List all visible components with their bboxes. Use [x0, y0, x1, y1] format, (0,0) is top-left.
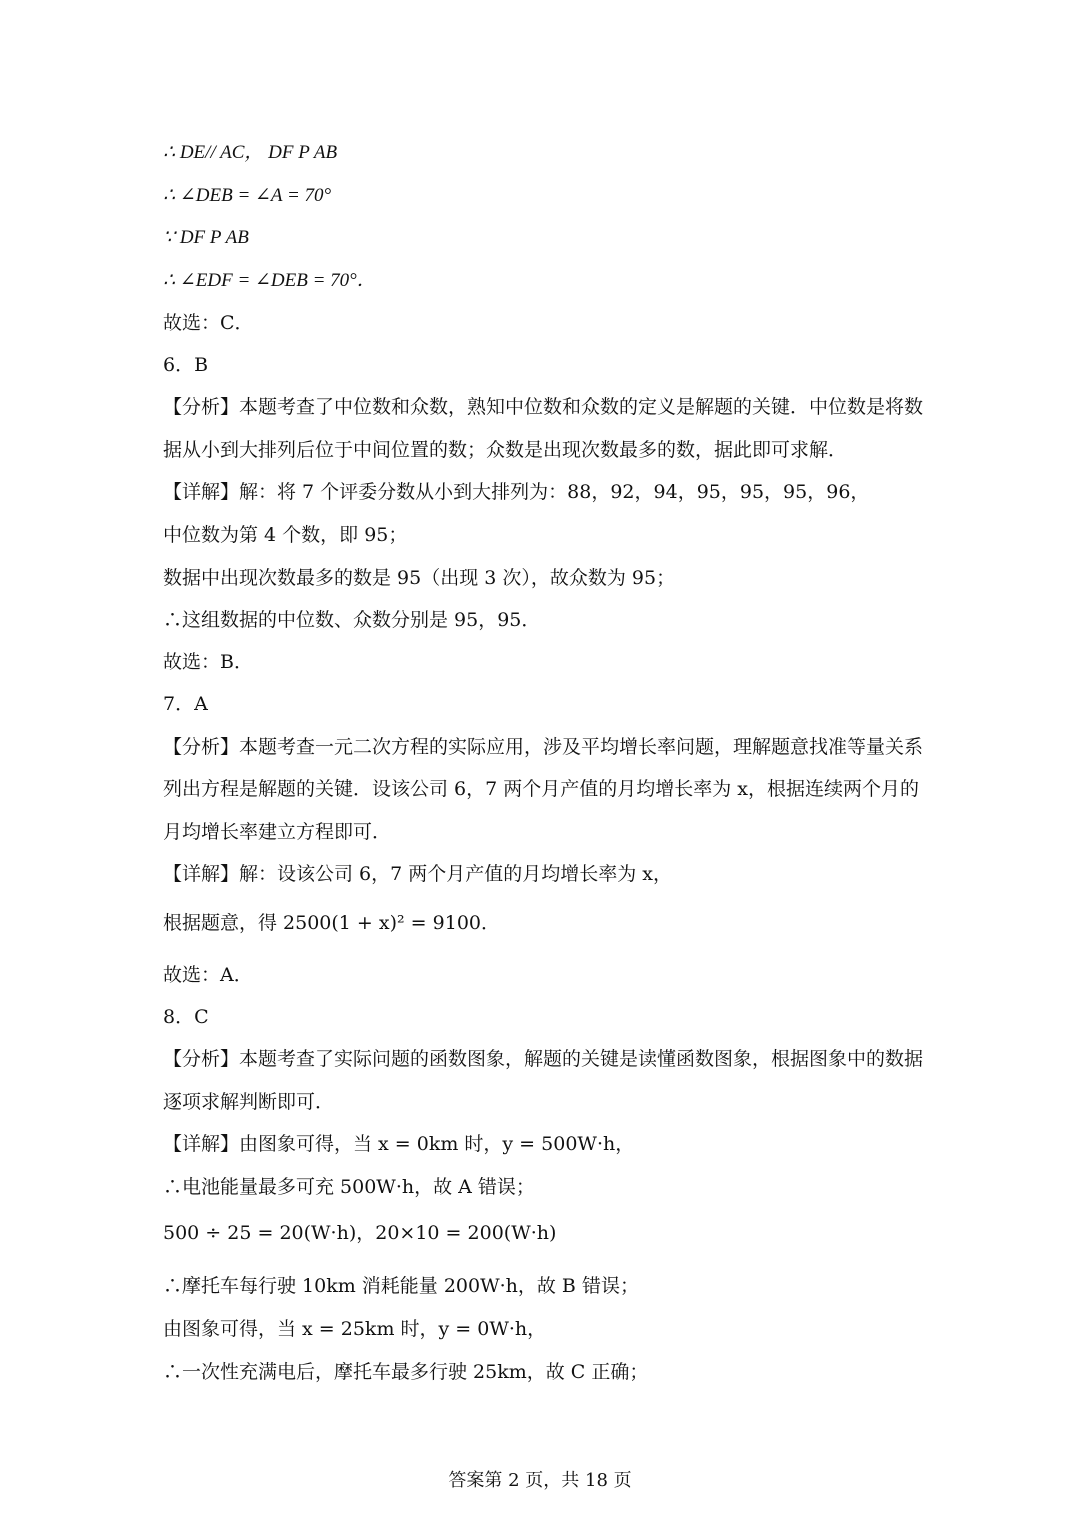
text-line: 中位数为第 4 个数，即 95； [163, 524, 408, 546]
text-line: 由图象可得，当 x = 25km 时，y = 0W·h， [163, 1318, 547, 1340]
text-line: 【详解】由图象可得，当 x = 0km 时，y = 500W·h， [163, 1133, 635, 1155]
text-line: 故选：A． [163, 964, 253, 986]
text-line: ∴一次性充满电后，摩托车最多行驶 25km，故 C 正确； [163, 1361, 649, 1383]
text-line: 故选：B． [163, 651, 253, 673]
text-line: 【分析】本题考查了实际问题的函数图象，解题的关键是读懂函数图象，根据图象中的数据 [163, 1048, 924, 1070]
text-line: 【分析】本题考查了中位数和众数，熟知中位数和众数的定义是解题的关键．中位数是将数 [163, 396, 924, 418]
text-line: ∴ ∠EDF = ∠DEB = 70°． [163, 270, 376, 291]
question-number: 8．C [163, 1006, 209, 1028]
text-line: ∴电池能量最多可充 500W·h，故 A 错误； [163, 1176, 535, 1198]
text-line: 数据中出现次数最多的数是 95（出现 3 次），故众数为 95； [163, 567, 676, 589]
text-line: ∴这组数据的中位数、众数分别是 95，95． [163, 609, 541, 631]
text-line: 故选：C． [163, 312, 254, 334]
text-line: 月均增长率建立方程即可． [163, 821, 392, 843]
question-number: 6．B [163, 354, 209, 376]
text-line: ∴ ∠DEB = ∠A = 70° [163, 185, 332, 206]
text-line: 列出方程是解题的关键．设该公司 6，7 两个月产值的月均增长率为 x，根据连续两个月的 [163, 778, 920, 800]
question-number: 7．A [163, 693, 208, 715]
text-line: ∴摩托车每行驶 10km 消耗能量 200W·h，故 B 错误； [163, 1275, 639, 1297]
text-line: 逐项求解判断即可． [163, 1091, 335, 1113]
text-line: 【详解】解：设该公司 6，7 两个月产值的月均增长率为 x， [163, 863, 673, 885]
equation-line: 500 ÷ 25 = 20(W·h)，20×10 = 200(W·h) [163, 1222, 557, 1244]
equation-line: 根据题意，得 2500(1 + x)² = 9100． [163, 912, 500, 934]
page-footer: 答案第 2 页，共 18 页 [448, 1470, 632, 1491]
text-line: 【详解】解：将 7 个评委分数从小到大排列为：88，92，94，95，95，95，96， [163, 481, 870, 503]
text-line: 据从小到大排列后位于中间位置的数；众数是出现次数最多的数，据此即可求解． [163, 439, 848, 461]
text-line: 【分析】本题考查一元二次方程的实际应用，涉及平均增长率问题，理解题意找准等量关系 [163, 736, 924, 758]
text-line: ∵ DF P AB [163, 227, 249, 248]
text-line: ∴ DE// AC， DF P AB [163, 142, 338, 163]
